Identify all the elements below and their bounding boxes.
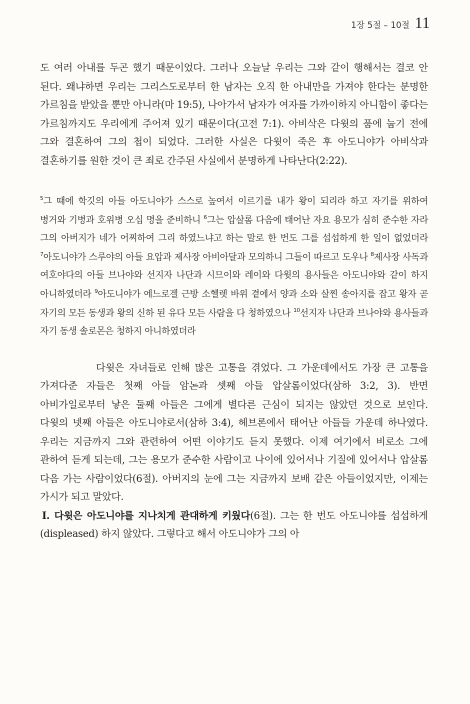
verse-number-9: 9 bbox=[94, 288, 98, 295]
verse-number-5: 5 bbox=[40, 195, 44, 202]
verse-number-7: 7 bbox=[40, 251, 44, 258]
scripture-passage bbox=[40, 193, 428, 342]
point-1-text: 그는 한 번도 아도니야를 섭섭하게(displeased) 하지 않았다. 그렇다고 해서 아도니야가 그의 아 bbox=[40, 510, 428, 541]
commentary-paragraph-1: 도 여러 아내를 두곤 했기 때문이었다. 그러나 오늘날 우리는 그와 같이 행해서는 결코 안 된다. 왜냐하면 우리는 그리스도로부터 한 남자는 오직 한 아내만을 가져야 한다는 분명한 가르침을 받았을 뿐만 아니라(마 19:5), 나아가서 남자가 여자를 가까이하지 아니함이 좋다는 가르침까지도 우리에게 주어져 있기 때문이다(고전 7:1). 아비삭은 다윗의 품에 눕기 전에 그와 결혼하여 그의 첩이 되었다. 그러한 사실은 다윗이 죽은 후 아도니야가 아비삭과 결혼하기를 원한 것이 큰 죄로 간주된 사실에서 분명하게 나타난다(2:22). bbox=[40, 63, 428, 167]
chapter-reference: 1장 5절 – 10절 bbox=[350, 21, 410, 31]
verse-7-text: 아도니야가 스루야의 아들 요압과 제사장 아비아달과 모의하니 그들이 따르고 도우나 bbox=[43, 252, 371, 263]
verse-10-text: 선지자 나단과 브나야와 용사들과 자기 동생 솔로몬은 청하지 아니하였더라 bbox=[40, 308, 429, 338]
verse-9-text: 아도니야가 에느로겔 근방 소헬렛 바위 곁에서 양과 소와 살찐 송아지를 잡고 왕자 곧 자기의 모든 동생과 왕의 신하 된 유다 모든 사람을 다 청하였으나 bbox=[40, 289, 428, 319]
commentary-paragraph-2: 다윗은 자녀들로 인해 많은 고통을 겪었다. 그 가운데에서도 가장 큰 고통을 가져다준 자들은 첫째 아들 암논과 셋째 아들 압살롬이었다(삼하 3:2, 3). 반면 아비가일로부터 낳은 둘째 아들은 그에게 별다른 근심이 되지는 않았던 것으로 보인다. 다윗의 넷째 아들은 아도니야로서(삼하 3:4), 헤브론에서 태어난 아들들 가운데 하나였다. 우리는 지금까지 그와 관련하여 어떤 이야기도 듣지 못했다. 이제 여기에서 비로소 그에 관하여 듣게 되는데, 그는 용모가 준수한 사람이고 나이에 있어서나 기질에 있어서나 압살롬 다음 가는 사람이었다(6절). 아버지의 눈에 그는 지금까지 보배 같은 아들이었지만, 이제는 가시가 되고 말았다. bbox=[40, 362, 428, 504]
verse-6-text: 그는 압살롬 다음에 태어난 자요 용모가 심히 준수한 자라 그의 아버지가 네가 어찌하여 그리 하였느냐고 하는 말로 한 번도 그를 섭섭하게 한 일이 없었더라 bbox=[40, 215, 428, 245]
page-number: 11 bbox=[414, 15, 430, 32]
verse-8-text: 제사장 사독과 여호야다의 아들 브나야와 선지자 나단과 시므이와 레이와 다윗의 용사들은 아도니야와 같이 하지 아니하였더라 bbox=[40, 252, 428, 300]
page-body bbox=[40, 60, 428, 545]
verse-5-text: 그 때에 학깃의 아들 아도니야가 스스로 높여서 이르기를 내가 왕이 되리라 하고 자기를 위하여 병거와 기병과 호위병 오십 명을 준비하니 bbox=[40, 197, 428, 226]
point-1-heading: I. 다윗은 아도니야를 지나치게 관대하게 키웠다 bbox=[42, 510, 251, 522]
point-1-reference: (6절). bbox=[250, 510, 276, 522]
running-head bbox=[351, 15, 430, 33]
point-1 bbox=[40, 508, 428, 545]
verse-number-10: 10 bbox=[293, 307, 300, 314]
verse-number-6: 6 bbox=[203, 214, 207, 221]
verse-number-8: 8 bbox=[370, 251, 374, 258]
